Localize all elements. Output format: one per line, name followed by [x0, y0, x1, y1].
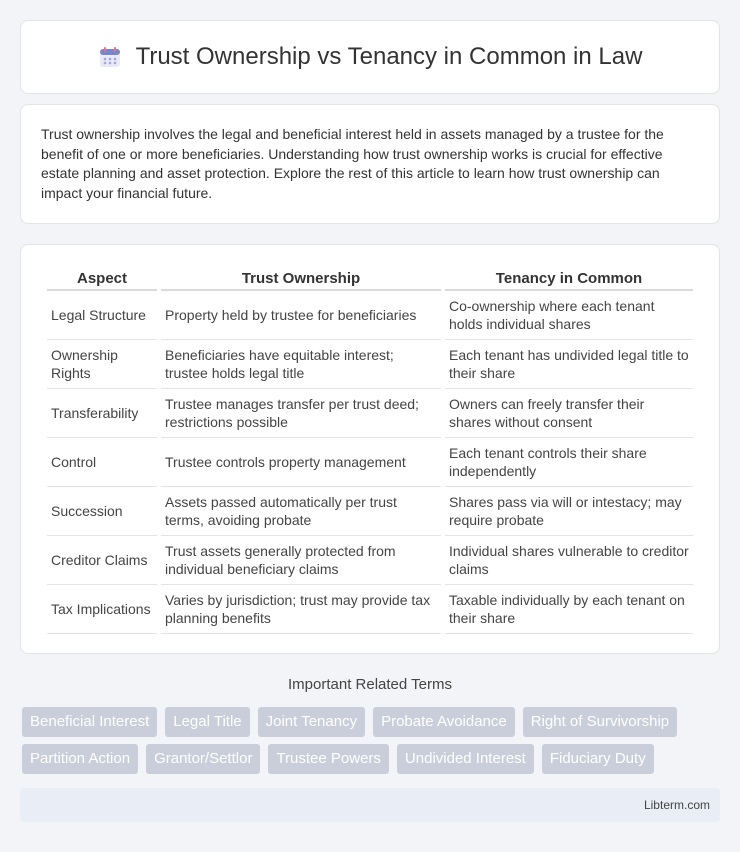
intro-card	[20, 104, 720, 224]
related-terms-title: Important Related Terms	[288, 676, 452, 693]
table-row	[47, 585, 693, 634]
footer	[20, 788, 720, 822]
cell-trust: Assets passed automatically per trust terms, avoiding probate	[161, 487, 441, 536]
cell-aspect: Ownership Rights	[47, 340, 157, 389]
tag-grantor-settlor[interactable]: Grantor/Settlor	[146, 744, 260, 774]
intro-text: Trust ownership involves the legal and beneficial interest held in assets managed by a trustee for the benefit of one or more beneficiaries. Understanding how trust ownership works is crucial for effective estate planning and asset protection. Explore the rest of this article to learn how trust ownership can impact your financial future.	[41, 126, 664, 201]
table-row	[47, 389, 693, 438]
tag-partition-action[interactable]: Partition Action	[22, 744, 138, 774]
header-aspect: Aspect	[47, 265, 157, 291]
comparison-table-card	[20, 244, 720, 654]
cell-aspect: Control	[47, 438, 157, 487]
cell-aspect: Tax Implications	[47, 585, 157, 634]
table-row	[47, 487, 693, 536]
cell-aspect: Transferability	[47, 389, 157, 438]
title-card	[20, 20, 720, 94]
tag-probate-avoidance[interactable]: Probate Avoidance	[373, 707, 515, 737]
tag-trustee-powers[interactable]: Trustee Powers	[268, 744, 388, 774]
page-title: Trust Ownership vs Tenancy in Common in Law	[135, 43, 643, 70]
header-tenancy-in-common: Tenancy in Common	[445, 265, 693, 291]
table-row	[47, 438, 693, 487]
cell-trust: Beneficiaries have equitable interest; trustee holds legal title	[161, 340, 441, 389]
tag-joint-tenancy[interactable]: Joint Tenancy	[258, 707, 365, 737]
cell-tenancy: Each tenant controls their share independently	[445, 438, 693, 487]
cell-trust: Property held by trustee for beneficiaries	[161, 291, 441, 340]
calendar-icon	[98, 45, 122, 69]
cell-tenancy: Taxable individually by each tenant on their share	[445, 585, 693, 634]
header-trust-ownership: Trust Ownership	[161, 265, 441, 291]
cell-trust: Trustee controls property management	[161, 438, 441, 487]
tag-beneficial-interest[interactable]: Beneficial Interest	[22, 707, 157, 737]
table-row	[47, 340, 693, 389]
cell-aspect: Succession	[47, 487, 157, 536]
table-row	[47, 536, 693, 585]
cell-tenancy: Owners can freely transfer their shares without consent	[445, 389, 693, 438]
tag-undivided-interest[interactable]: Undivided Interest	[397, 744, 534, 774]
cell-trust: Trustee manages transfer per trust deed; restrictions possible	[161, 389, 441, 438]
tag-row	[22, 707, 722, 737]
tag-legal-title[interactable]: Legal Title	[165, 707, 249, 737]
tag-fiduciary-duty[interactable]: Fiduciary Duty	[542, 744, 654, 774]
cell-trust: Varies by jurisdiction; trust may provide tax planning benefits	[161, 585, 441, 634]
tag-row	[22, 744, 722, 774]
related-terms	[22, 707, 722, 781]
cell-tenancy: Each tenant has undivided legal title to their share	[445, 340, 693, 389]
cell-tenancy: Co-ownership where each tenant holds individual shares	[445, 291, 693, 340]
table-row	[47, 291, 693, 340]
tag-right-of-survivorship[interactable]: Right of Survivorship	[523, 707, 677, 737]
comparison-table	[43, 265, 697, 634]
cell-aspect: Creditor Claims	[47, 536, 157, 585]
cell-tenancy: Individual shares vulnerable to creditor claims	[445, 536, 693, 585]
cell-aspect: Legal Structure	[47, 291, 157, 340]
cell-trust: Trust assets generally protected from individual beneficiary claims	[161, 536, 441, 585]
table-header-row	[47, 265, 693, 291]
cell-tenancy: Shares pass via will or intestacy; may require probate	[445, 487, 693, 536]
footer-brand[interactable]: Libterm.com	[643, 798, 710, 812]
